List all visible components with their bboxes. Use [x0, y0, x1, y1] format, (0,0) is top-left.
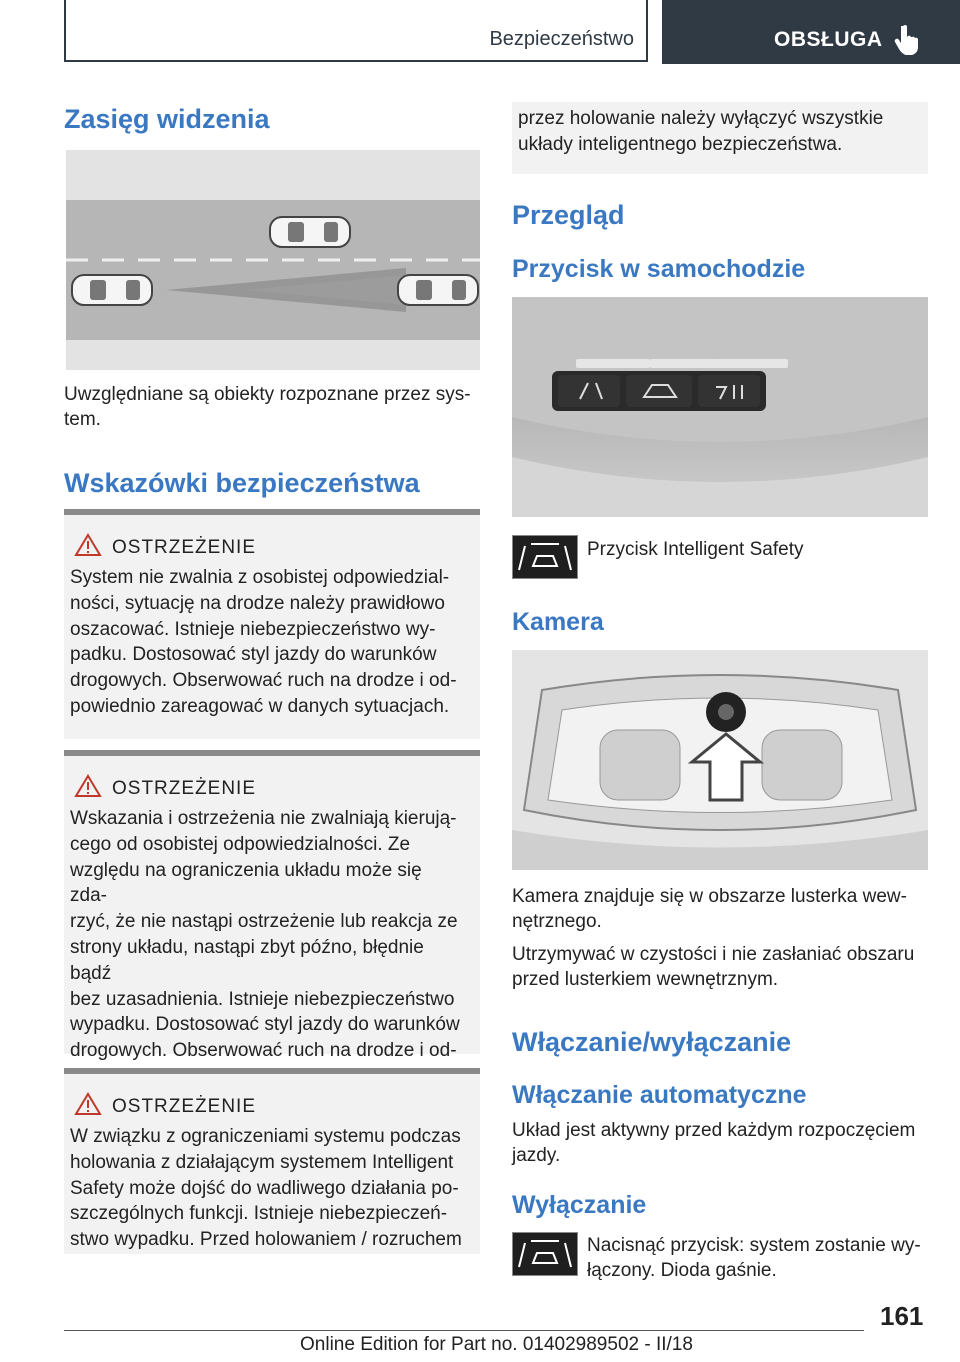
warning-title: OSTRZEŻENIE [112, 1096, 257, 1117]
warning-box-continued [512, 102, 928, 174]
warning-triangle-icon [74, 774, 102, 798]
heading-auto-on: Włączanie automatyczne [512, 1081, 807, 1109]
warning-box-3 [64, 1068, 480, 1254]
warning-continued-body: przez holowanie należy wyłączyć wszystkie układy inteligentnego bezpieczeństwa. [518, 108, 884, 155]
intelligent-safety-button-icon [512, 1232, 578, 1276]
footer-divider [64, 1330, 864, 1331]
warning-title: OSTRZEŻENIE [112, 778, 257, 799]
warning-triangle-icon [74, 1092, 102, 1116]
range-illustration [66, 150, 480, 370]
intelligent-safety-button-icon [512, 535, 578, 579]
off-text: Nacisnąć przycisk: system zostanie wy‐ łączony. Dioda gaśnie. [587, 1235, 921, 1281]
camera-photo [512, 650, 928, 870]
heading-button-in-car: Przycisk w samochodzie [512, 255, 806, 283]
button-photo [512, 297, 928, 517]
header-section-title: Bezpieczeństwo [489, 28, 634, 50]
warning-title: OSTRZEŻENIE [112, 537, 257, 558]
auto-on-text: Układ jest aktywny przed każdym rozpoczęciem jazdy. [512, 1120, 916, 1166]
header-section-tab [64, 0, 648, 62]
warning-box-1 [64, 509, 480, 739]
warning-triangle-icon [74, 533, 102, 557]
page-number: 161 [880, 1301, 924, 1331]
heading-safety-notes: Wskazówki bezpieczeństwa [64, 468, 420, 498]
heading-overview: Przegląd [512, 200, 625, 230]
footer-edition: Online Edition for Part no. 01402989502 - II/18 [300, 1334, 693, 1355]
range-caption: Uwzględniane są obiekty rozpoznane przez sys‐ tem. [64, 384, 471, 430]
warning-body: W związku z ograniczeniami systemu podczas holowania z działającym systemem Intelligent Safety może dojść do wadliwego działania po‐ szczególnych funkcji. Istnieje niebezpieczeń‐ stwo wypadku. Przed holowaniem / rozruchem [70, 1126, 462, 1251]
button-caption: Przycisk Intelligent Safety [587, 539, 804, 560]
warning-box-2 [64, 750, 480, 1062]
camera-text-2: Utrzymywać w czystości i nie zasłaniać obszaru przed lusterkiem wewnętrznym. [512, 944, 915, 990]
warning-body: System nie zwalnia z osobistej odpowiedzial‐ ności, sytuację na drodze należy prawidłowo oszacować. Istnieje niebezpieczeństwo wy‐ padku. Dostosować styl jazdy do warunków drogowych. Obserwować ruch na drodze i od‐ powiednio zareagować w danych sytuacjach. [70, 567, 457, 717]
heading-range: Zasięg widzenia [64, 104, 270, 134]
heading-off: Wyłączanie [512, 1191, 647, 1219]
hand-pointer-icon [894, 24, 922, 56]
header-chapter-title: OBSŁUGA [774, 28, 883, 51]
heading-camera: Kamera [512, 608, 604, 636]
camera-text-1: Kamera znajduje się w obszarze lusterka wew‐ nętrznego. [512, 886, 907, 932]
warning-body: Wskazania i ostrzeżenia nie zwalniają kierują‐ cego od osobistej odpowiedzialności. Ze względu na ograniczenia układu może się zda‐ rzyć, że nie nastąpi ostrzeżenie lub reakcja ze strony układu, nastąpi zbyt późno, błędnie bądź bez uzasadnienia. Istnieje niebezpieczeństwo wypadku. Dostosować styl jazdy do warunków drogowych. Obserwować ruch na drodze i od‐ [70, 808, 460, 1062]
heading-on-off: Włączanie/wyłączanie [512, 1027, 792, 1057]
